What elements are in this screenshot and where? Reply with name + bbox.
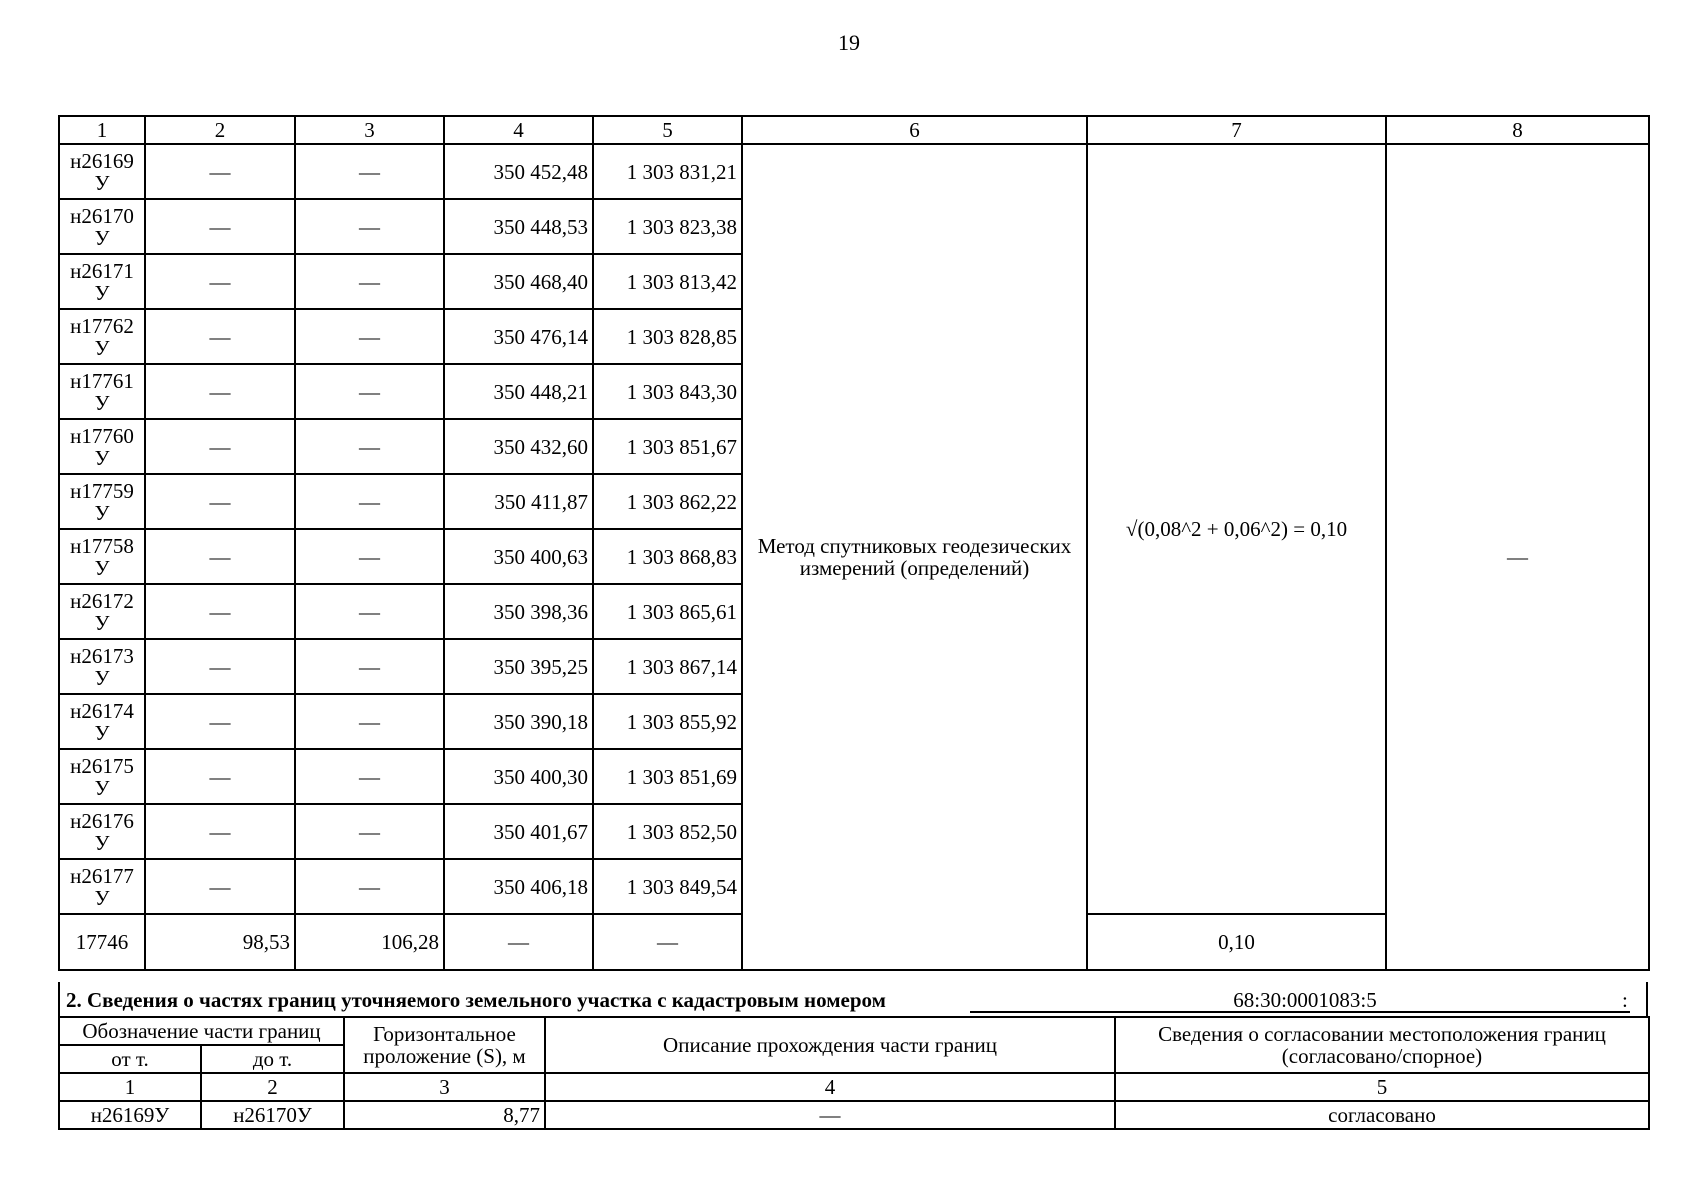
header-cell: 2 (145, 116, 295, 144)
table-row (59, 144, 1649, 199)
point-name: н17759 У (59, 474, 145, 529)
agreement-status: согласовано (1115, 1101, 1649, 1129)
y-coordinate: 1 303 813,42 (593, 254, 742, 309)
boundary-parts-table (58, 1016, 1650, 1130)
col3-value: — (295, 804, 444, 859)
formula-cell: √(0,08^2 + 0,06^2) = 0,10 (1087, 144, 1386, 914)
col3-value: — (295, 419, 444, 474)
x-coordinate: 350 448,21 (444, 364, 593, 419)
header-cell: 5 (593, 116, 742, 144)
col3-value: 106,28 (295, 914, 444, 970)
x-coordinate: 350 411,87 (444, 474, 593, 529)
y-coordinate: 1 303 828,85 (593, 309, 742, 364)
col2-value: — (145, 859, 295, 914)
col8-cell: — (1386, 144, 1649, 970)
to-header: до т. (201, 1045, 344, 1073)
y-coordinate: 1 303 865,61 (593, 584, 742, 639)
x-coordinate: 350 406,18 (444, 859, 593, 914)
col2-value: — (145, 694, 295, 749)
col2-value: — (145, 254, 295, 309)
col2-value: — (145, 749, 295, 804)
y-coordinate: 1 303 823,38 (593, 199, 742, 254)
point-name: н26174 У (59, 694, 145, 749)
point-name: 17746 (59, 914, 145, 970)
col3-value: — (295, 584, 444, 639)
page-number: 19 (838, 30, 860, 55)
x-coordinate: 350 432,60 (444, 419, 593, 474)
col3-value: — (295, 474, 444, 529)
point-name: н26175 У (59, 749, 145, 804)
col3-value: — (295, 309, 444, 364)
header-cell: 3 (295, 116, 444, 144)
y-coordinate: 1 303 843,30 (593, 364, 742, 419)
point-name: н26172 У (59, 584, 145, 639)
y-coordinate: 1 303 868,83 (593, 529, 742, 584)
point-name: н26173 У (59, 639, 145, 694)
cadastral-number: 68:30:0001083:5 (1233, 988, 1377, 1012)
x-coordinate: 350 476,14 (444, 309, 593, 364)
y-coordinate: — (593, 914, 742, 970)
col3-value: — (295, 144, 444, 199)
to-point: н26170У (201, 1101, 344, 1129)
col3-value: — (295, 694, 444, 749)
y-coordinate: 1 303 867,14 (593, 639, 742, 694)
point-name: н17760 У (59, 419, 145, 474)
x-coordinate: 350 448,53 (444, 199, 593, 254)
number-cell: 3 (344, 1073, 545, 1101)
header-cell: 4 (444, 116, 593, 144)
table-row (59, 1101, 1649, 1129)
description: — (545, 1101, 1115, 1129)
point-name: н17762 У (59, 309, 145, 364)
point-name: н26170 У (59, 199, 145, 254)
col3-value: — (295, 529, 444, 584)
point-name: н26171 У (59, 254, 145, 309)
x-coordinate: 350 400,30 (444, 749, 593, 804)
x-coordinate: 350 468,40 (444, 254, 593, 309)
number-cell: 5 (1115, 1073, 1649, 1101)
col2-value: — (145, 804, 295, 859)
col2-value: — (145, 529, 295, 584)
y-coordinate: 1 303 862,22 (593, 474, 742, 529)
coordinates-table (58, 115, 1650, 971)
x-coordinate: 350 452,48 (444, 144, 593, 199)
header-cell: 7 (1087, 116, 1386, 144)
horizontal-distance: 8,77 (344, 1101, 545, 1129)
point-name: н17761 У (59, 364, 145, 419)
underline (970, 1011, 1630, 1013)
y-coordinate: 1 303 852,50 (593, 804, 742, 859)
number-cell: 2 (201, 1073, 344, 1101)
from-point: н26169У (59, 1101, 201, 1129)
header-cell: 6 (742, 116, 1087, 144)
x-coordinate: 350 398,36 (444, 584, 593, 639)
section-2-title: 2. Сведения о частях границ уточняемого земельного участка с кадастровым номером (66, 988, 886, 1012)
point-name: н26177 У (59, 859, 145, 914)
x-coordinate: 350 400,63 (444, 529, 593, 584)
col2-value: — (145, 364, 295, 419)
header-row (59, 116, 1649, 144)
col2-value: 98,53 (145, 914, 295, 970)
point-name: н26176 У (59, 804, 145, 859)
designation-header: Обозначение части границ (59, 1017, 344, 1045)
header-cell: 8 (1386, 116, 1649, 144)
col2-value: — (145, 309, 295, 364)
col3-value: — (295, 254, 444, 309)
y-coordinate: 1 303 831,21 (593, 144, 742, 199)
horizontal-header: Горизонтальное проложение (S), м (344, 1017, 545, 1073)
x-coordinate: 350 390,18 (444, 694, 593, 749)
point-name: н26169 У (59, 144, 145, 199)
description-header: Описание прохождения части границ (545, 1017, 1115, 1073)
x-coordinate: 350 401,67 (444, 804, 593, 859)
method-cell: Метод спутниковых геодезических измерений (определений) (742, 144, 1087, 970)
accuracy-value: 0,10 (1087, 914, 1386, 970)
y-coordinate: 1 303 851,69 (593, 749, 742, 804)
col2-value: — (145, 144, 295, 199)
col3-value: — (295, 749, 444, 804)
col3-value: — (295, 639, 444, 694)
x-coordinate: 350 395,25 (444, 639, 593, 694)
from-header: от т. (59, 1045, 201, 1073)
section-2-header (58, 982, 1648, 1018)
point-name: н17758 У (59, 529, 145, 584)
y-coordinate: 1 303 855,92 (593, 694, 742, 749)
col3-value: — (295, 859, 444, 914)
y-coordinate: 1 303 849,54 (593, 859, 742, 914)
number-cell: 1 (59, 1073, 201, 1101)
col2-value: — (145, 199, 295, 254)
number-cell: 4 (545, 1073, 1115, 1101)
y-coordinate: 1 303 851,67 (593, 419, 742, 474)
header-cell: 1 (59, 116, 145, 144)
col2-value: — (145, 639, 295, 694)
col3-value: — (295, 364, 444, 419)
x-coordinate: — (444, 914, 593, 970)
col2-value: — (145, 474, 295, 529)
col2-value: — (145, 419, 295, 474)
agreement-header: Сведения о согласовании местоположения границ (согласовано/спорное) (1115, 1017, 1649, 1073)
col3-value: — (295, 199, 444, 254)
colon: : (1622, 988, 1628, 1012)
col2-value: — (145, 584, 295, 639)
